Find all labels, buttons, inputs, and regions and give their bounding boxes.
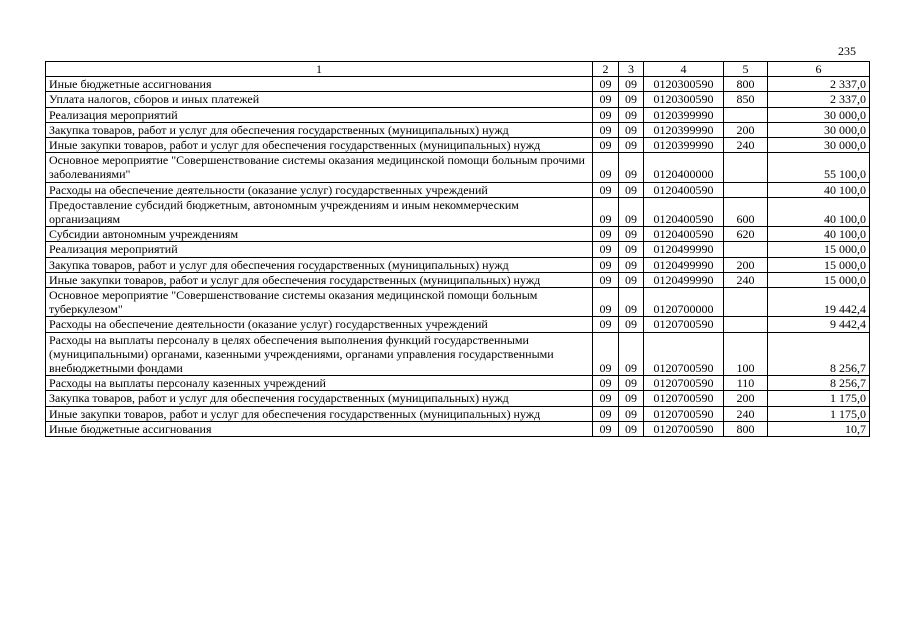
table-row (46, 272, 870, 287)
row-amount-cell: 8 256,7 (768, 332, 870, 376)
row-amount-cell: 1 175,0 (768, 391, 870, 406)
row-amount-cell: 15 000,0 (768, 257, 870, 272)
row-amount-cell: 15 000,0 (768, 272, 870, 287)
row-section-cell: 09 (593, 406, 619, 421)
row-amount-cell: 10,7 (768, 421, 870, 436)
row-amount-cell: 40 100,0 (768, 182, 870, 197)
row-amount-cell: 40 100,0 (768, 197, 870, 226)
row-target-code-cell: 0120700590 (644, 421, 724, 436)
row-name-cell: Субсидии автономным учреждениям (46, 227, 593, 242)
row-expense-type-cell (724, 317, 768, 332)
row-amount-cell: 55 100,0 (768, 153, 870, 182)
budget-table (45, 61, 870, 437)
row-name-cell: Основное мероприятие "Совершенствование системы оказания медицинской помощи больным туберкулезом" (46, 288, 593, 317)
row-section-cell: 09 (593, 242, 619, 257)
row-subsection-cell: 09 (619, 272, 644, 287)
row-name-cell: Иные закупки товаров, работ и услуг для обеспечения государственных (муниципальных) нужд (46, 272, 593, 287)
table-row (46, 77, 870, 92)
row-amount-cell: 9 442,4 (768, 317, 870, 332)
row-section-cell: 09 (593, 317, 619, 332)
table-row (46, 288, 870, 317)
row-expense-type-cell (724, 242, 768, 257)
row-expense-type-cell: 850 (724, 92, 768, 107)
row-amount-cell: 30 000,0 (768, 107, 870, 122)
row-subsection-cell: 09 (619, 92, 644, 107)
row-subsection-cell: 09 (619, 242, 644, 257)
table-row (46, 421, 870, 436)
header-cell-4: 4 (644, 62, 724, 77)
page-number: 235 (838, 44, 856, 58)
row-subsection-cell: 09 (619, 107, 644, 122)
row-target-code-cell: 0120700590 (644, 406, 724, 421)
row-name-cell: Уплата налогов, сборов и иных платежей (46, 92, 593, 107)
row-section-cell: 09 (593, 288, 619, 317)
row-expense-type-cell: 200 (724, 391, 768, 406)
row-subsection-cell: 09 (619, 153, 644, 182)
row-expense-type-cell: 240 (724, 272, 768, 287)
table-row (46, 317, 870, 332)
row-name-cell: Закупка товаров, работ и услуг для обеспечения государственных (муниципальных) нужд (46, 122, 593, 137)
row-target-code-cell: 0120399990 (644, 107, 724, 122)
row-expense-type-cell: 200 (724, 257, 768, 272)
table-row (46, 391, 870, 406)
row-target-code-cell: 0120399990 (644, 122, 724, 137)
header-cell-5: 5 (724, 62, 768, 77)
row-amount-cell: 1 175,0 (768, 406, 870, 421)
row-amount-cell: 19 442,4 (768, 288, 870, 317)
table-row (46, 257, 870, 272)
row-target-code-cell: 0120300590 (644, 77, 724, 92)
table-row (46, 242, 870, 257)
row-section-cell: 09 (593, 107, 619, 122)
row-section-cell: 09 (593, 421, 619, 436)
row-amount-cell: 30 000,0 (768, 122, 870, 137)
row-target-code-cell: 0120700590 (644, 376, 724, 391)
row-subsection-cell: 09 (619, 421, 644, 436)
row-subsection-cell: 09 (619, 317, 644, 332)
row-name-cell: Иные закупки товаров, работ и услуг для обеспечения государственных (муниципальных) нужд (46, 406, 593, 421)
row-section-cell: 09 (593, 376, 619, 391)
table-row (46, 197, 870, 226)
row-amount-cell: 2 337,0 (768, 77, 870, 92)
row-name-cell: Расходы на выплаты персоналу в целях обеспечения выполнения функций государственными (муниципальными) органами, казенными учреждениями, органами управления государственными внебюджетными фондами (46, 332, 593, 376)
row-name-cell: Расходы на обеспечение деятельности (оказание услуг) государственных учреждений (46, 317, 593, 332)
row-expense-type-cell: 200 (724, 122, 768, 137)
row-name-cell: Реализация мероприятий (46, 107, 593, 122)
row-subsection-cell: 09 (619, 197, 644, 226)
row-name-cell: Закупка товаров, работ и услуг для обеспечения государственных (муниципальных) нужд (46, 257, 593, 272)
row-subsection-cell: 09 (619, 227, 644, 242)
row-subsection-cell: 09 (619, 391, 644, 406)
table-row (46, 376, 870, 391)
row-expense-type-cell: 620 (724, 227, 768, 242)
row-expense-type-cell: 800 (724, 421, 768, 436)
row-target-code-cell: 0120399990 (644, 138, 724, 153)
row-amount-cell: 40 100,0 (768, 227, 870, 242)
row-subsection-cell: 09 (619, 288, 644, 317)
row-section-cell: 09 (593, 77, 619, 92)
row-expense-type-cell (724, 288, 768, 317)
header-cell-2: 2 (593, 62, 619, 77)
row-name-cell: Предоставление субсидий бюджетным, автономным учреждениям и иным некоммерческим организациям (46, 197, 593, 226)
table-row (46, 92, 870, 107)
row-expense-type-cell: 600 (724, 197, 768, 226)
row-name-cell: Закупка товаров, работ и услуг для обеспечения государственных (муниципальных) нужд (46, 391, 593, 406)
row-subsection-cell: 09 (619, 376, 644, 391)
row-target-code-cell: 0120700000 (644, 288, 724, 317)
row-section-cell: 09 (593, 122, 619, 137)
table-row (46, 153, 870, 182)
table-row (46, 107, 870, 122)
row-section-cell: 09 (593, 272, 619, 287)
row-name-cell: Реализация мероприятий (46, 242, 593, 257)
row-expense-type-cell (724, 153, 768, 182)
row-section-cell: 09 (593, 391, 619, 406)
row-amount-cell: 2 337,0 (768, 92, 870, 107)
row-target-code-cell: 0120400590 (644, 197, 724, 226)
row-name-cell: Расходы на обеспечение деятельности (оказание услуг) государственных учреждений (46, 182, 593, 197)
row-target-code-cell: 0120400000 (644, 153, 724, 182)
table-row (46, 182, 870, 197)
row-amount-cell: 15 000,0 (768, 242, 870, 257)
row-expense-type-cell: 240 (724, 406, 768, 421)
row-target-code-cell: 0120400590 (644, 227, 724, 242)
table-row (46, 227, 870, 242)
row-target-code-cell: 0120700590 (644, 317, 724, 332)
row-section-cell: 09 (593, 227, 619, 242)
table-row (46, 122, 870, 137)
header-row (46, 62, 870, 77)
row-section-cell: 09 (593, 197, 619, 226)
row-subsection-cell: 09 (619, 77, 644, 92)
table-body (46, 77, 870, 437)
row-target-code-cell: 0120700590 (644, 391, 724, 406)
row-target-code-cell: 0120499990 (644, 257, 724, 272)
row-name-cell: Иные бюджетные ассигнования (46, 77, 593, 92)
row-name-cell: Иные закупки товаров, работ и услуг для обеспечения государственных (муниципальных) нужд (46, 138, 593, 153)
row-expense-type-cell: 240 (724, 138, 768, 153)
row-subsection-cell: 09 (619, 257, 644, 272)
row-expense-type-cell (724, 182, 768, 197)
row-expense-type-cell (724, 107, 768, 122)
row-target-code-cell: 0120499990 (644, 242, 724, 257)
row-section-cell: 09 (593, 182, 619, 197)
header-cell-3: 3 (619, 62, 644, 77)
row-section-cell: 09 (593, 257, 619, 272)
row-target-code-cell: 0120400590 (644, 182, 724, 197)
row-subsection-cell: 09 (619, 138, 644, 153)
row-expense-type-cell: 800 (724, 77, 768, 92)
row-name-cell: Иные бюджетные ассигнования (46, 421, 593, 436)
row-section-cell: 09 (593, 138, 619, 153)
row-amount-cell: 8 256,7 (768, 376, 870, 391)
table-row (46, 406, 870, 421)
row-name-cell: Основное мероприятие "Совершенствование системы оказания медицинской помощи больным прочими заболеваниями" (46, 153, 593, 182)
row-expense-type-cell: 100 (724, 332, 768, 376)
row-section-cell: 09 (593, 92, 619, 107)
row-target-code-cell: 0120499990 (644, 272, 724, 287)
table-row (46, 138, 870, 153)
row-subsection-cell: 09 (619, 182, 644, 197)
header-cell-1: 1 (46, 62, 593, 77)
row-name-cell: Расходы на выплаты персоналу казенных учреждений (46, 376, 593, 391)
row-expense-type-cell: 110 (724, 376, 768, 391)
header-cell-6: 6 (768, 62, 870, 77)
row-target-code-cell: 0120700590 (644, 332, 724, 376)
row-subsection-cell: 09 (619, 406, 644, 421)
row-amount-cell: 30 000,0 (768, 138, 870, 153)
row-section-cell: 09 (593, 153, 619, 182)
row-target-code-cell: 0120300590 (644, 92, 724, 107)
row-subsection-cell: 09 (619, 332, 644, 376)
row-section-cell: 09 (593, 332, 619, 376)
table-row (46, 332, 870, 376)
row-subsection-cell: 09 (619, 122, 644, 137)
